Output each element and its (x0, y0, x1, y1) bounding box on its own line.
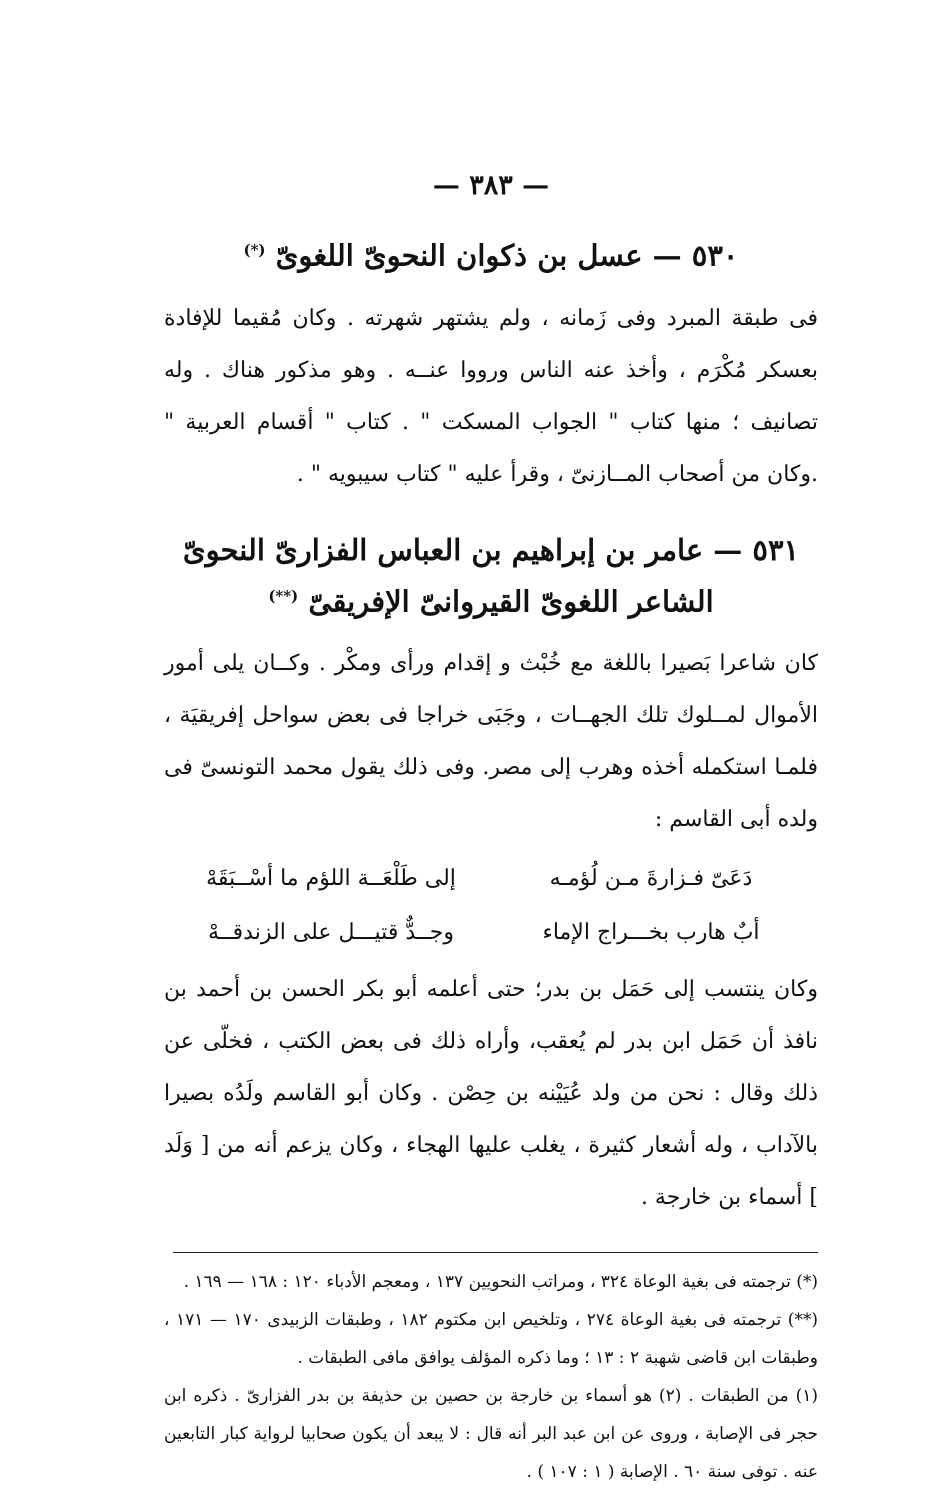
verse-first-hemistich: أبٌ هارب بخـــراج الإماء (542, 920, 760, 946)
page-number: — ٣٨٣ — (432, 170, 550, 201)
entry-531 (164, 527, 818, 1225)
footnotes (164, 1263, 818, 1491)
body-paragraph: كان شاعرا بَصيرا باللغة مع خُبْث و إقدام ورأى ومكْر . وكــان يلى أمور الأموال لمــلوك تلك الجهــات ، وجَبَى خراجا فى بعض سواحل إفريقيَة ، فلمـا استكمله أخذه وهرب إلى مصر. وفى ذلك يقول محمد التونسىّ فى ولده أبى القاسم : (164, 651, 818, 833)
poem-verses (164, 852, 818, 960)
footnote-marker: (*) (243, 241, 266, 259)
entry-heading-text: ٥٣٠ — عسل بن ذكوان النحوىّ اللغوىّ (275, 238, 739, 273)
body-paragraph: وكان ينتسب إلى حَمَل بن بدر؛ حتى أعلمه أبو بكر الحسن بن أحمد بن نافذ أن حَمَل ابن بدر لم يُعقب، وأراه ذلك فى بعض الكتب ، فخلّى عن ذلك وقال : نحن من ولد عُيَيْنه بن حِصْن . وكان أبو القاسم ولَدُه بصيرا بالآداب ، وله أشعار كثيرة ، يغلب عليها الهجاء ، وكان يزعم أنه من [ وَلَد ] أسماء بن خارجة . (164, 977, 818, 1211)
footnote-marker: (**) (268, 586, 299, 605)
footnote-separator (173, 1252, 818, 1253)
verse-line (164, 852, 818, 906)
footnote: (١) من الطبقات . (٢) هو أسماء بن خارجة بن حصين بن حذيفة بن بدر الفزارىّ . ذكره ابن حجر فى الإصابة ، وروى عن ابن عبد البر أنه قال : لا يبعد أن يكون صحابيا لرواية كبار التابعين عنه . توفى سنة ٦٠ . الإصابة ( ١ : ١٠٧ ) . (164, 1386, 818, 1483)
entry-heading (164, 227, 818, 279)
footnote: (*) ترجمته فى بغية الوعاة ٣٢٤ ، ومراتب النحويين ١٣٧ ، ومعجم الأدباء ١٢٠ : ١٦٨ — ١٦٩ . (183, 1272, 818, 1293)
verse-second-hemistich: وجــدٌّ قتيـــل على الزندقــهْ (207, 920, 454, 946)
entry-530 (164, 227, 818, 501)
entry-heading-text: ٥٣١ — عامر بن إبراهيم بن العباس الفزارىّ النحوىّ الشاعر اللغوىّ القيروانىّ الإفريقىّ (182, 532, 800, 619)
verse-first-hemistich: دَعَىّ فـزارةَ مـن لُؤمـه (549, 866, 753, 892)
verse-second-hemistich: إلى طَلْعَــة اللؤم ما أسْــبَقَهْ (206, 866, 456, 892)
entry-heading (164, 527, 818, 625)
footnote: (**) ترجمته فى بغية الوعاة ٢٧٤ ، وتلخيص ابن مكتوم ١٨٢ ، وطبقات الزبيدى ١٧٠ — ١٧١ ، وطبقات ابن قاضى شهبة ٢ : ١٣ ؛ وما ذكره المؤلف يوافق مافى الطبقات . (164, 1310, 818, 1369)
body-paragraph: فى طبقة المبرد وفى زَمانه ، ولم يشتهر شهرته . وكان مُقيما للإفادة بعسكر مُكْرَم ، وأخذ عنه الناس ورووا عنــه . وهو مذكور هناك . وله تصانيف ؛ منها كتاب " الجواب المسكت " . كتاب " أقسام العربية " .وكان من أصحاب المــازنىّ ، وقرأ عليه " كتاب سيبويه " . (164, 305, 818, 487)
verse-line (164, 906, 818, 960)
